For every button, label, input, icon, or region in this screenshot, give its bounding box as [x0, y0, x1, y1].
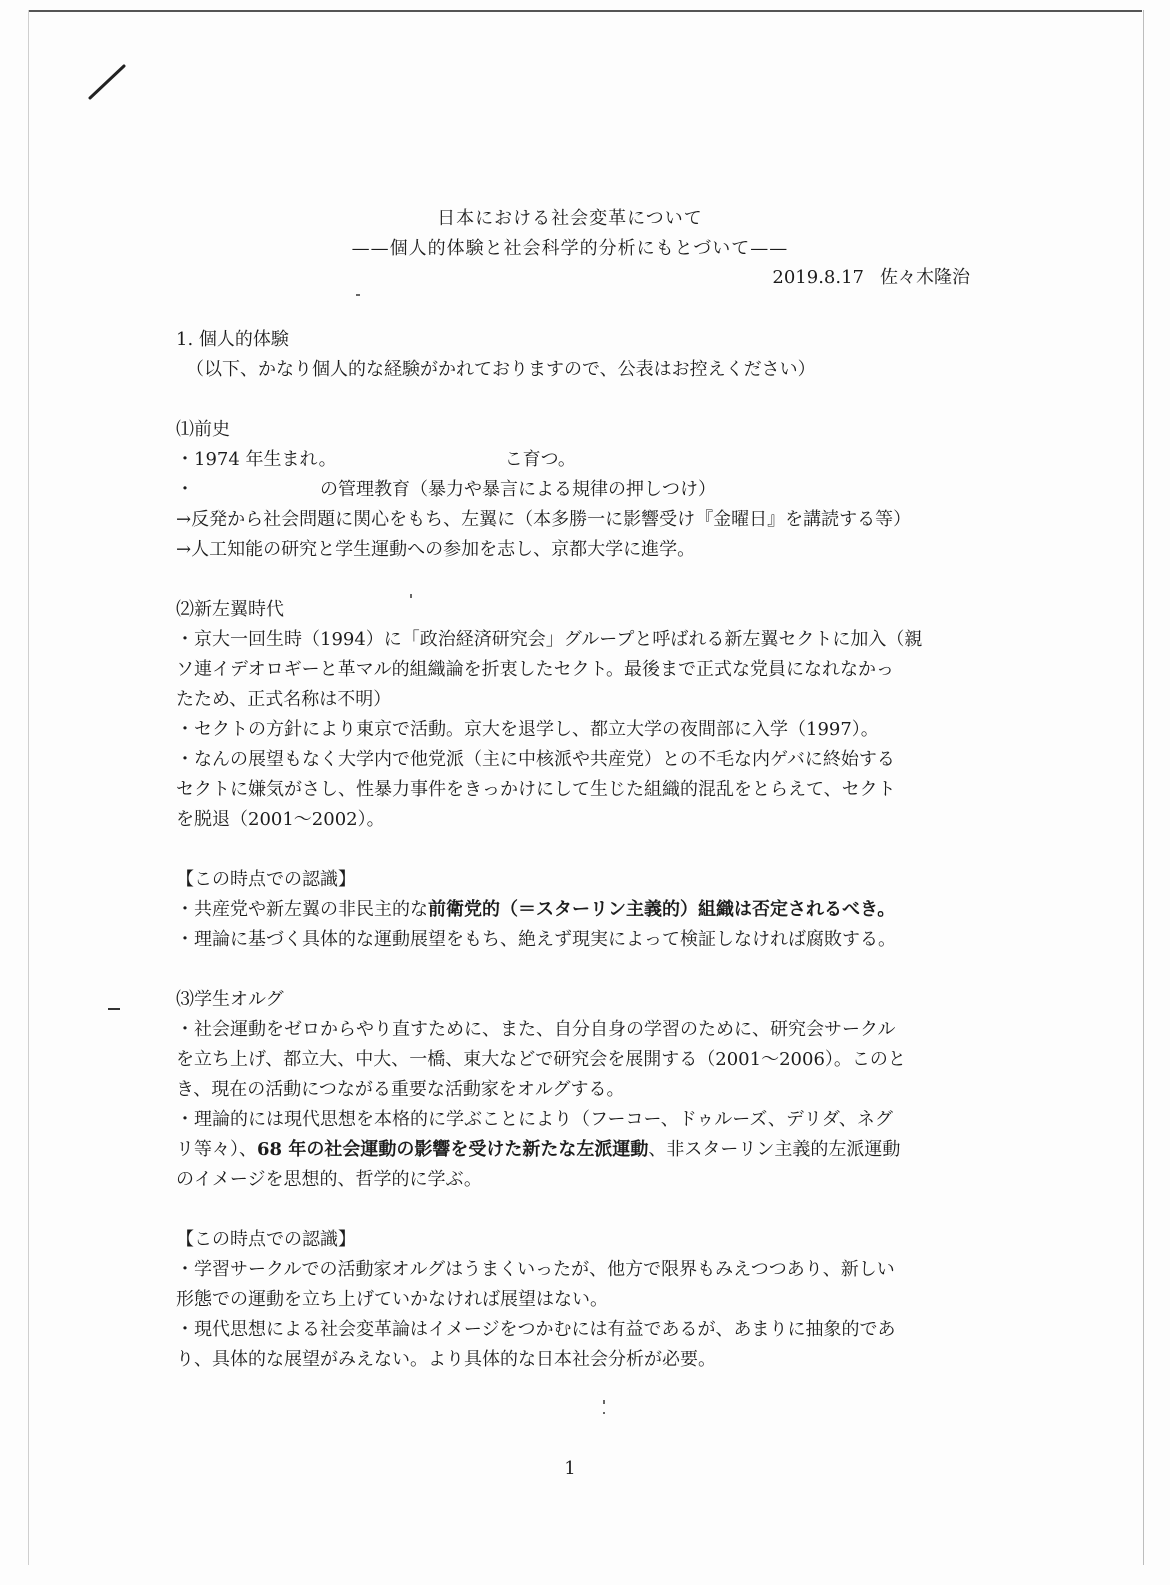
- paragraph-line: ・なんの展望もなく大学内で他党派（主に中核派や共産党）との不毛な内ゲバに終始する: [176, 749, 895, 770]
- scan-right-edge: [1143, 10, 1144, 1565]
- text-fragment: 、非スターリン主義的左派運動: [648, 1139, 901, 1160]
- text-fragment: ・: [176, 479, 194, 500]
- paragraph-line: [176, 475, 976, 505]
- paragraph-line: ・学習サークルでの活動家オルグはうまくいったが、他方で限界もみえつつあり、新しい: [176, 1259, 895, 1280]
- paragraph-line: のイメージを思想的、哲学的に学ぶ。: [176, 1169, 482, 1190]
- document-author: 佐々木隆治: [880, 267, 970, 288]
- redacted-area: [194, 475, 320, 505]
- paragraph-line: →反発から社会問題に関心をもち、左翼に（本多勝一に影響受け『金曜日』を講読する等）: [176, 509, 912, 530]
- margin-dash-mark: [108, 1008, 120, 1010]
- text-fragment: ・共産党や新左翼の非民主的な: [176, 899, 428, 920]
- paragraph-line: ・理論に基づく具体的な運動展望をもち、絶えず現実によって検証しなければ腐敗する。: [176, 929, 896, 950]
- paragraph-line: →人工知能の研究と学生運動への参加を志し、京都大学に進学。: [176, 539, 696, 560]
- paragraph-line: 形態での運動を立ち上げていかなければ展望はない。: [176, 1289, 608, 1310]
- confidentiality-note: （以下、かなり個人的な経験がかれておりますので、公表はお控えください）: [186, 359, 816, 380]
- redacted-area: [337, 445, 505, 475]
- paragraph-line: セクトに嫌気がさし、性暴力事件をきっかけにして生じた組織的混乱をとらえて、セクト: [176, 779, 896, 800]
- paragraph-line: ・京大一回生時（1994）に「政治経済研究会」グループと呼ばれる新左翼セクトに加入（親: [176, 629, 923, 650]
- pen-slash-mark: [84, 62, 132, 102]
- subsection-heading-student-org: ⑶学生オルグ: [176, 989, 284, 1010]
- document-date: 2019.8.17: [772, 267, 864, 288]
- paragraph-line: き、現在の活動につながる重要な活動家をオルグする。: [176, 1079, 625, 1100]
- date-author-line: [772, 263, 970, 289]
- paragraph-line: たため、正式名称は不明）: [176, 689, 392, 710]
- paragraph-line: [176, 1135, 976, 1165]
- paragraph-line: [176, 445, 976, 475]
- subsection-heading-new-left: ⑵新左翼時代: [176, 599, 284, 620]
- paragraph-line: ・現代思想による社会変革論はイメージをつかむには有益であるが、あまりに抽象的であ: [176, 1319, 896, 1340]
- document-title: 日本における社会変革について: [437, 208, 703, 229]
- text-fragment: の管理教育（暴力や暴言による規律の押しつけ）: [320, 479, 716, 500]
- document-body: [176, 325, 976, 1375]
- section-heading: 1. 個人的体験: [176, 329, 289, 350]
- page-number: 1: [564, 1458, 576, 1479]
- recognition-heading: 【この時点での認識】: [176, 869, 356, 890]
- paragraph-line: り、具体的な展望がみえない。より具体的な日本社会分析が必要。: [176, 1349, 716, 1370]
- scan-top-edge: [28, 10, 1142, 12]
- paragraph-line: ・社会運動をゼロからやり直すために、また、自分自身の学習のために、研究会サークル: [176, 1019, 896, 1040]
- paragraph-line: ソ連イデオロギーと革マル的組織論を折衷したセクト。最後まで正式な党員になれなかっ: [176, 659, 895, 680]
- subsection-heading-prehistory: ⑴前史: [176, 419, 230, 440]
- text-fragment: こ育つ。: [504, 449, 576, 470]
- document-subtitle: ——個人的体験と社会科学的分析にもとづいて——: [351, 238, 789, 259]
- recognition-heading: 【この時点での認識】: [176, 1229, 356, 1250]
- paragraph-line: ・理論的には現代思想を本格的に学ぶことにより（フーコー、ドゥルーズ、デリダ、ネグ: [176, 1109, 893, 1130]
- scan-speck: [603, 1412, 605, 1414]
- paragraph-line: ・セクトの方針により東京で活動。京大を退学し、都立大学の夜間部に入学（1997）。: [176, 719, 879, 740]
- text-fragment: ・1974 年生まれ。: [176, 449, 337, 470]
- emphasized-text: 68 年の社会運動の影響を受けた新たな左派運動: [257, 1139, 649, 1160]
- scan-speck: [603, 1400, 605, 1404]
- paragraph-line: を立ち上げ、都立大、中大、一橋、東大などで研究会を展開する（2001〜2006）。このと: [176, 1049, 906, 1070]
- paragraph-line: を脱退（2001〜2002）。: [176, 809, 385, 830]
- text-fragment: リ等々）、: [176, 1139, 257, 1160]
- emphasized-text: 前衛党的（＝スターリン主義的）組織は否定されるべき。: [428, 899, 896, 920]
- scan-speck: [356, 294, 360, 296]
- paragraph-line: [176, 895, 976, 925]
